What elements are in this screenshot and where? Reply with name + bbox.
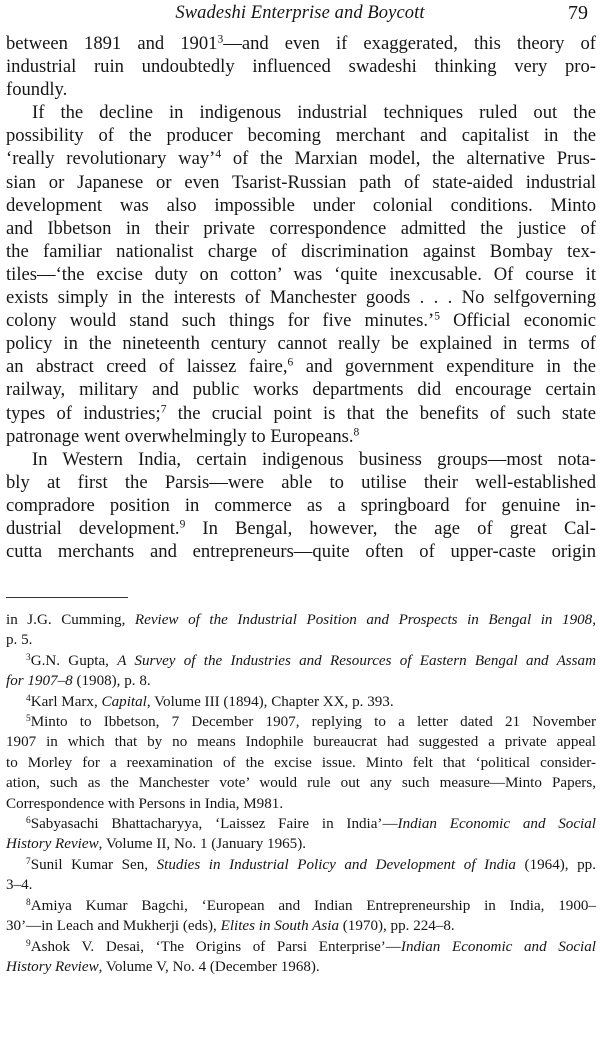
paragraph-1 — [6, 32, 596, 101]
footnote-number: 5 — [26, 713, 31, 724]
text-line: development was also impossible under colonial conditions. Minto — [6, 194, 596, 216]
text-line: dustrial development.$^9$ In Bengal, however, the age of great Cal- — [6, 517, 597, 539]
footnote-number: 6 — [26, 815, 31, 826]
footnote-continued: in J.G. Cumming, Review of the Industrial Position and Prospects in Bengal in 1908, p. 5. — [6, 612, 596, 649]
text-line: between 1891 and 1901$^3$—and even if exaggerated, this theory of — [6, 33, 596, 54]
footnote-number: 9 — [26, 938, 31, 949]
text-line: an abstract creed of laissez faire,$^6$ and government expenditure in the — [6, 356, 596, 378]
footnote-9: $^9$Ashok V. Desai, ‘The Origins of Parsi Enterprise’—Indian Economic and Social History Review, Volume V, No. 4 (December 1968). — [6, 938, 596, 975]
footnote-4: $^4$Karl Marx, Capital, Volume III (1894), Chapter XX, p. 393. — [26, 693, 394, 710]
text-line: railway, military and public works departments did encourage certain — [6, 379, 596, 401]
cited-title: A Survey of the Industries and Resources of Eastern Bengal and Assam — [117, 652, 596, 669]
text-line: and Ibbetson in their private correspondence admitted the justice of — [6, 217, 596, 239]
text-line: foundly. — [6, 79, 68, 101]
text-line: the familiar nationalist charge of discrimination against Bombay tex- — [6, 240, 596, 262]
footnote-number: 8 — [26, 897, 31, 908]
footnote-3: $^3$G.N. Gupta, A Survey of the Industries and Resources of Eastern Bengal and Assam for 1907–8 (1908), p. 8. — [6, 652, 596, 690]
cited-title: Elites in South Asia — [220, 918, 339, 935]
footnote-rule — [6, 597, 128, 598]
footnote-number: 4 — [26, 693, 31, 704]
footnote-7: $^7$Sunil Kumar Sen, Studies in Industrial Policy and Development of India (1964), pp. 3–4. — [6, 856, 597, 894]
note-ref-8: 8 — [353, 426, 360, 439]
footnote-5: $^5$Minto to Ibbetson, 7 December 1907, replying to a letter dated 21 November 1907 in which that by no means Indophile bureaucrat had suggested a private appeal to Morley for a reexamination of the excise issue. Minto felt that ‘political consider- ation, such as the Manchester vote’ would rule out any such measure—Minto Papers, Correspondence with Persons in India, M981. — [6, 713, 596, 812]
text-line: If the decline in indigenous industrial techniques ruled out the — [32, 102, 596, 124]
footnote-8: $^8$Amiya Kumar Bagchi, ‘European and Indian Entrepreneurship in India, 1900– 30’—in Leach and Mukherji (eds), Elites in South Asia (1970), pp. 224–8. — [6, 897, 596, 935]
text-line: patronage went overwhelmingly to Europeans.$^8$ — [6, 425, 360, 447]
cited-title: History Review — [6, 958, 99, 975]
text-line: In Western India, certain indigenous business groups—most nota- — [32, 448, 596, 470]
footnote-number: 7 — [26, 856, 31, 867]
text-line: industrial ruin undoubtedly influenced swadeshi thinking very pro- — [6, 56, 596, 78]
page-header — [0, 2, 600, 30]
text-line: exists simply in the interests of Manchester goods . . . No selfgoverning — [6, 287, 596, 309]
note-ref-3: 3 — [217, 33, 224, 46]
paragraph-3 — [6, 448, 596, 563]
footnote-6: $^6$Sabyasachi Bhattacharyya, ‘Laissez Faire in India’—Indian Economic and Social History Review, Volume II, No. 1 (January 1965). — [6, 815, 596, 853]
note-ref-6: 6 — [287, 356, 294, 369]
cited-title: Capital — [101, 693, 147, 710]
text-line: possibility of the producer becoming merchant and capitalist in the — [6, 125, 596, 147]
note-ref-4: 4 — [215, 149, 222, 162]
footnote-number: 3 — [26, 652, 31, 663]
footnotes — [6, 610, 596, 977]
running-head: Swadeshi Enterprise and Boycott — [175, 3, 425, 23]
text-line: types of industries;$^7$ the crucial point is that the benefits of such state — [6, 402, 596, 424]
text-line: policy in the nineteenth century cannot really be explained in terms of — [6, 333, 596, 355]
cited-title: Indian Economic and Social — [400, 938, 596, 955]
cited-title: Indian Economic and Social — [397, 816, 596, 833]
text-line: tiles—‘the excise duty on cotton’ was ‘quite inexcusable. Of course it — [6, 263, 596, 285]
text-line: bly at first the Parsis—were able to utilise their well-established — [6, 471, 596, 493]
body-text — [6, 32, 596, 563]
page-number: 79 — [568, 2, 588, 24]
note-ref-9: 9 — [179, 518, 186, 531]
note-ref-5: 5 — [434, 310, 440, 323]
cited-title: for 1907–8 — [6, 673, 73, 690]
paragraph-2 — [6, 101, 596, 447]
text-line: compradore position in commerce as a springboard for genuine in- — [6, 494, 596, 516]
cited-title: History Review — [6, 836, 99, 853]
text-line: colony would stand such things for five minutes.’$^5$ Official economic — [6, 310, 596, 332]
text-line: ‘really revolutionary way’$^4$ of the Marxian model, the alternative Prus- — [6, 148, 596, 170]
text-line: cutta merchants and entrepreneurs—quite often of upper-caste origin — [6, 541, 596, 563]
text-line: sian or Japanese or even Tsarist-Russian path of state-aided industrial — [6, 171, 596, 193]
cited-title: Studies in Industrial Policy and Development of India — [156, 856, 516, 873]
cited-title: Review of the Industrial Position and Prospects in Bengal in 1908 — [134, 612, 593, 628]
note-ref-7: 7 — [160, 403, 167, 416]
